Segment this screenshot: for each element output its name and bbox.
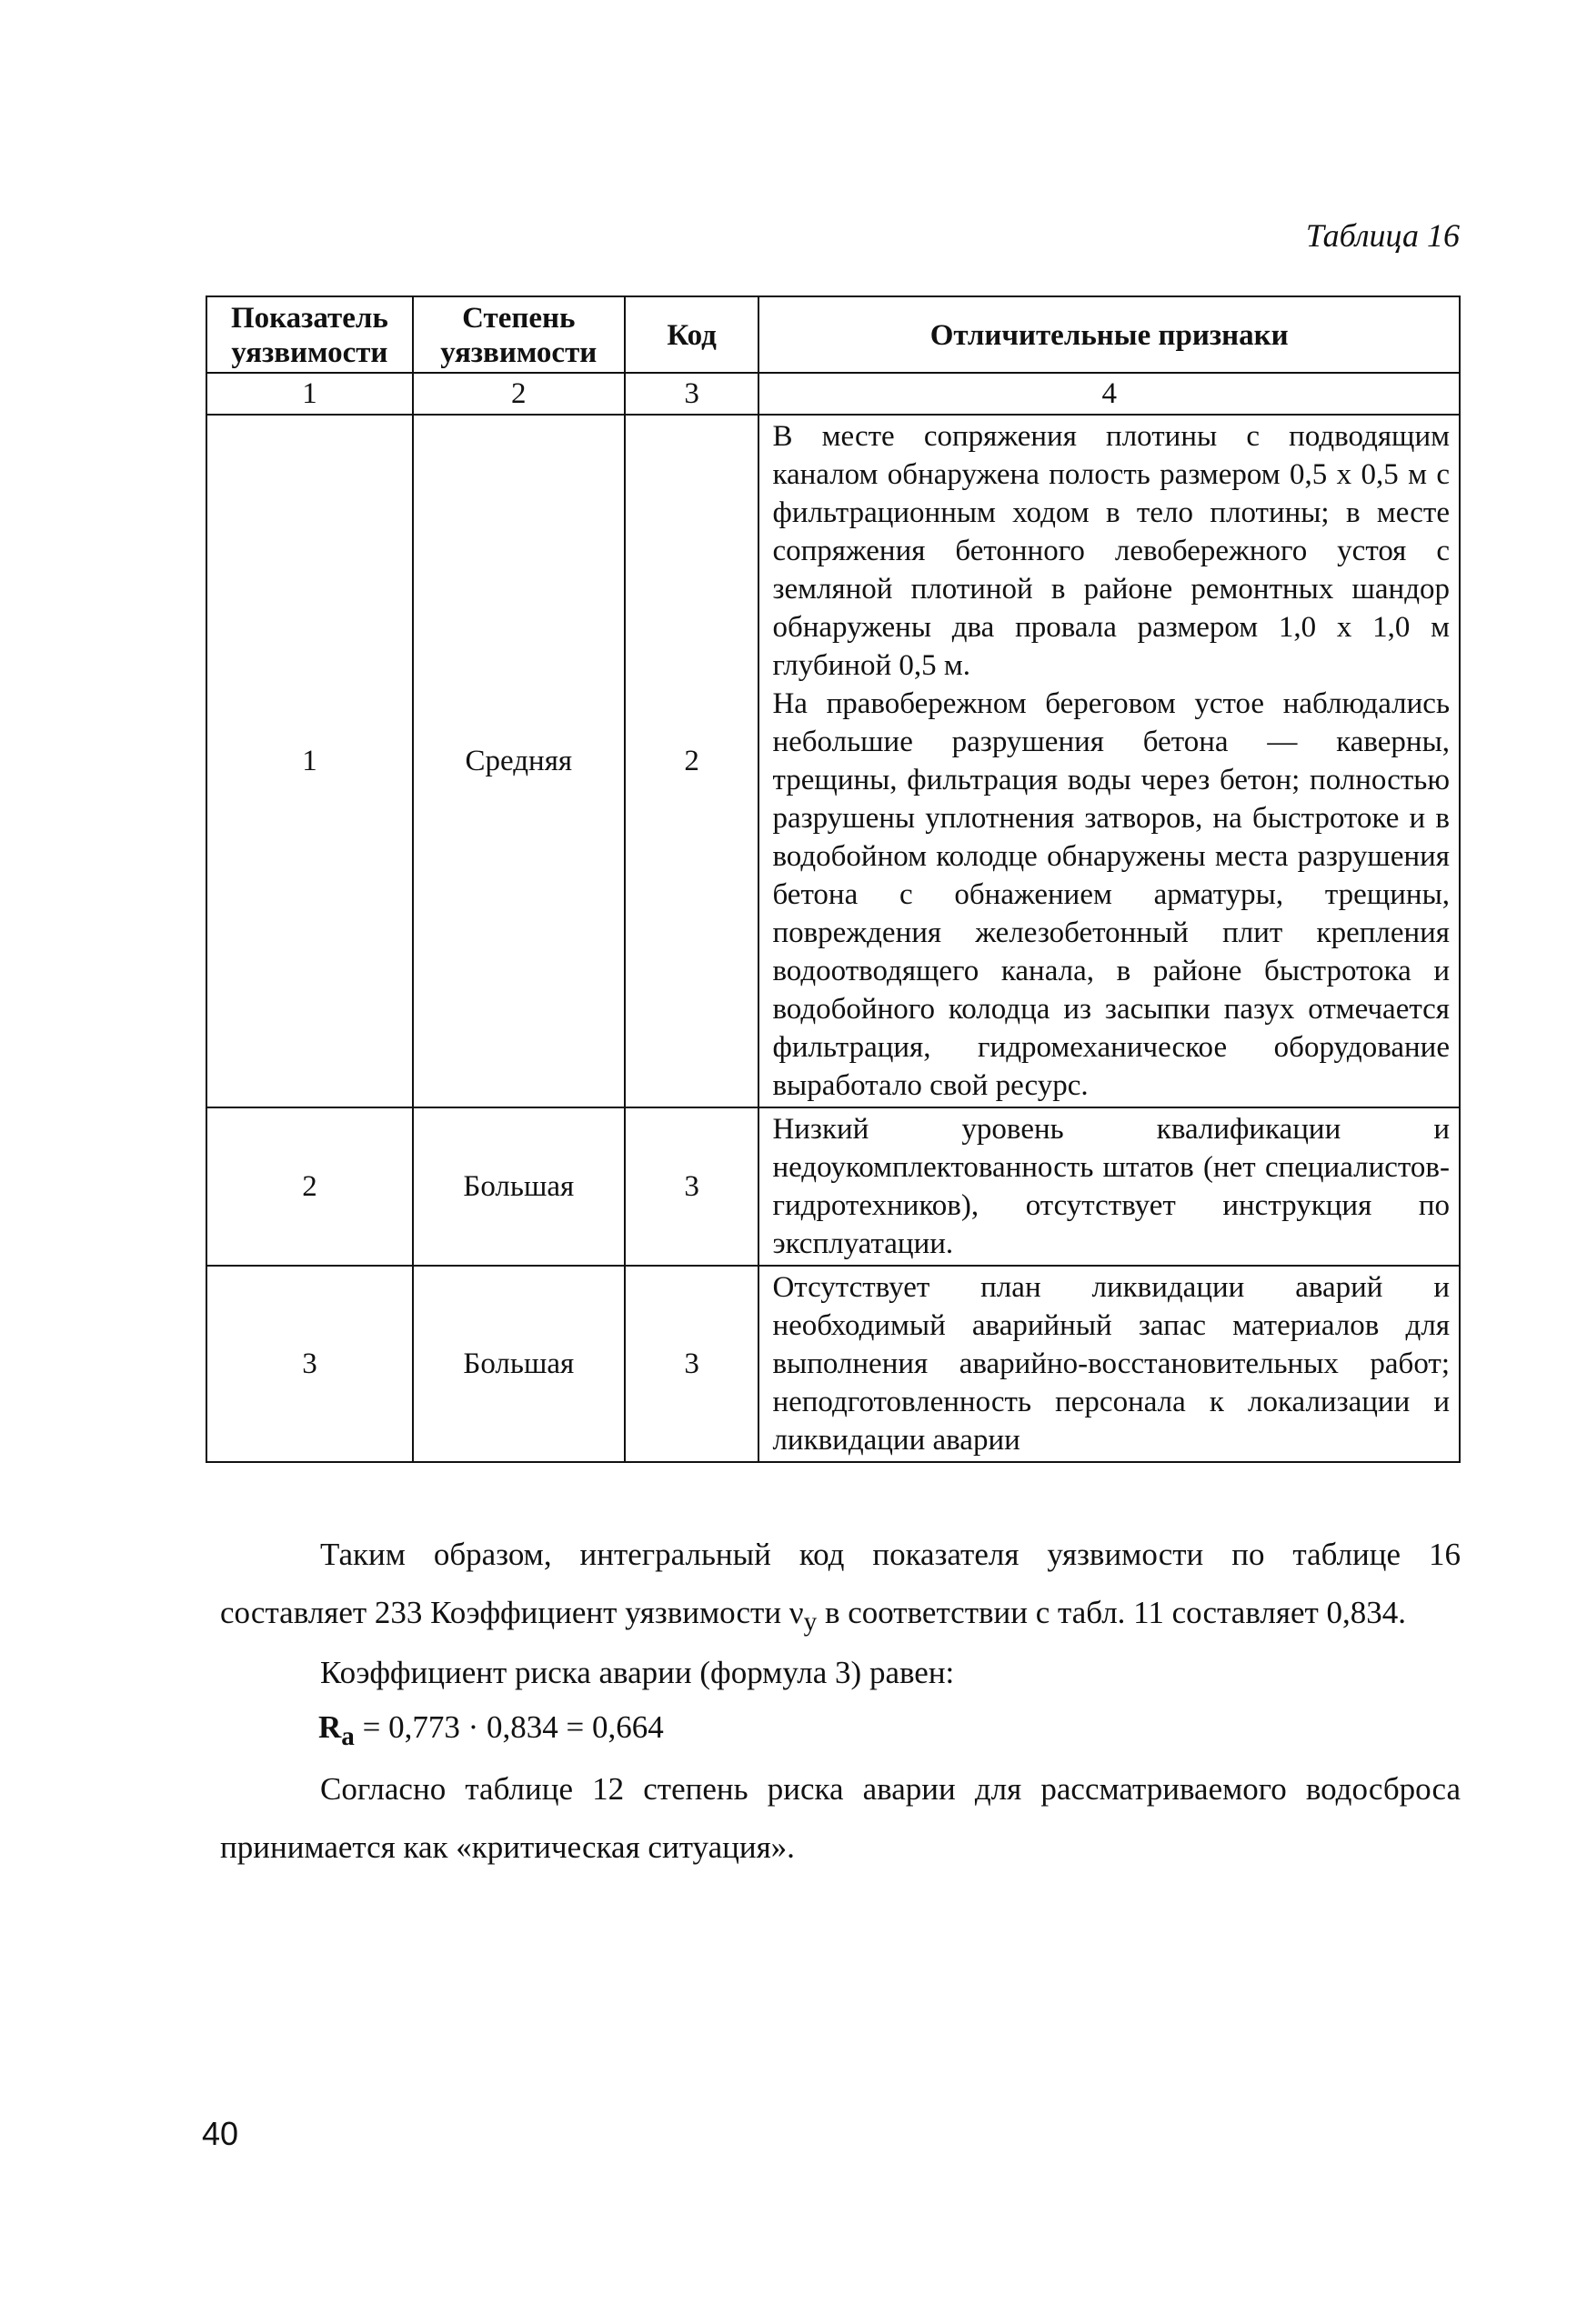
col-number: 3 — [625, 373, 759, 415]
table-row — [206, 1107, 1460, 1266]
col-number: 4 — [758, 373, 1460, 415]
formula-subscript: a — [341, 1722, 355, 1751]
cell-indicator: 3 — [206, 1266, 413, 1462]
cell-features — [758, 1266, 1460, 1462]
cell-features — [758, 1107, 1460, 1266]
column-number-row — [206, 373, 1460, 415]
vulnerability-table — [206, 296, 1461, 1463]
paragraph-line: Согласно таблице 12 степень риска аварии для рассматриваемого водосброса — [320, 1771, 1461, 1807]
table-row — [206, 415, 1460, 1107]
feature-paragraph: В месте сопряжения плотины с подводящим каналом обнаружена полость размером 0,5 x 0,5 м с фильтрационным ходом в тело плотины; в месте сопряжения бетонного левобережного устоя с земляной плотиной в районе ремонтных шандор обнаружены два провала размером 1,0 x 1,0 м глубиной 0,5 м. — [772, 420, 1450, 682]
cell-features — [758, 415, 1460, 1107]
feature-paragraph: Отсутствует план ликвидации аварий и необходимый аварийный запас материалов для выполнения аварийно-восстановительных работ; неподготовленность персонала к локализации и ликвидации аварии — [772, 1271, 1450, 1457]
risk-coefficient-paragraph — [220, 1644, 1461, 1702]
header-code: Код — [625, 296, 759, 373]
paragraph-line: принимается как «критическая ситуация». — [220, 1829, 795, 1865]
cell-degree: Большая — [413, 1266, 625, 1462]
formula-expression: = 0,773 · 0,834 = 0,664 — [354, 1709, 664, 1745]
paragraph-line — [220, 1584, 1461, 1651]
formula-symbol: R — [318, 1709, 342, 1745]
header-indicator: Показатель уязвимости — [206, 296, 413, 373]
table-header-row — [206, 296, 1460, 373]
paragraph-line: Таким образом, интегральный код показателя уязвимости по таблице 16 — [320, 1537, 1461, 1572]
feature-paragraph: На правобережном береговом устое наблюдались небольшие разрушения бетона — каверны, трещины, фильтрация воды через бетон; полностью разрушены уплотнения затворов, на быстротоке и в водобойном колодце обнаружены места разрушения бетона с обнажением арматуры, трещины, повреждения железобетонный плит крепления водоотводящего канала, в районе быстротока и водобойного колодца из засыпки пазух отмечается фильтрация, гидромеханическое оборудование выработало свой ресурс. — [772, 687, 1450, 1102]
text-fragment: в соответствии с табл. 11 составляет 0,834. — [817, 1595, 1407, 1630]
feature-paragraph: Низкий уровень квалификации и недоукомплектованность штатов (нет специалистов-гидротехников), отсутствует инструкция по эксплуатации. — [772, 1113, 1450, 1260]
table-row — [206, 1266, 1460, 1462]
table-caption: Таблица 16 — [1305, 217, 1460, 254]
col-number: 2 — [413, 373, 625, 415]
risk-formula — [318, 1709, 664, 1752]
final-paragraph — [220, 1760, 1461, 1877]
cell-degree: Средняя — [413, 415, 625, 1107]
cell-code: 3 — [625, 1266, 759, 1462]
cell-indicator: 1 — [206, 415, 413, 1107]
cell-indicator: 2 — [206, 1107, 413, 1266]
conclusion-paragraph — [220, 1526, 1461, 1651]
cell-degree: Большая — [413, 1107, 625, 1266]
text-fragment: составляет 233 Коэффициент уязвимости ν — [220, 1595, 804, 1630]
col-number: 1 — [206, 373, 413, 415]
header-degree: Степень уязвимости — [413, 296, 625, 373]
cell-code: 2 — [625, 415, 759, 1107]
paragraph-line: Коэффициент риска аварии (формула 3) равен: — [320, 1655, 955, 1690]
cell-code: 3 — [625, 1107, 759, 1266]
page-number: 40 — [202, 2115, 239, 2152]
header-features: Отличительные признаки — [758, 296, 1460, 373]
subscript: у — [803, 1608, 818, 1637]
